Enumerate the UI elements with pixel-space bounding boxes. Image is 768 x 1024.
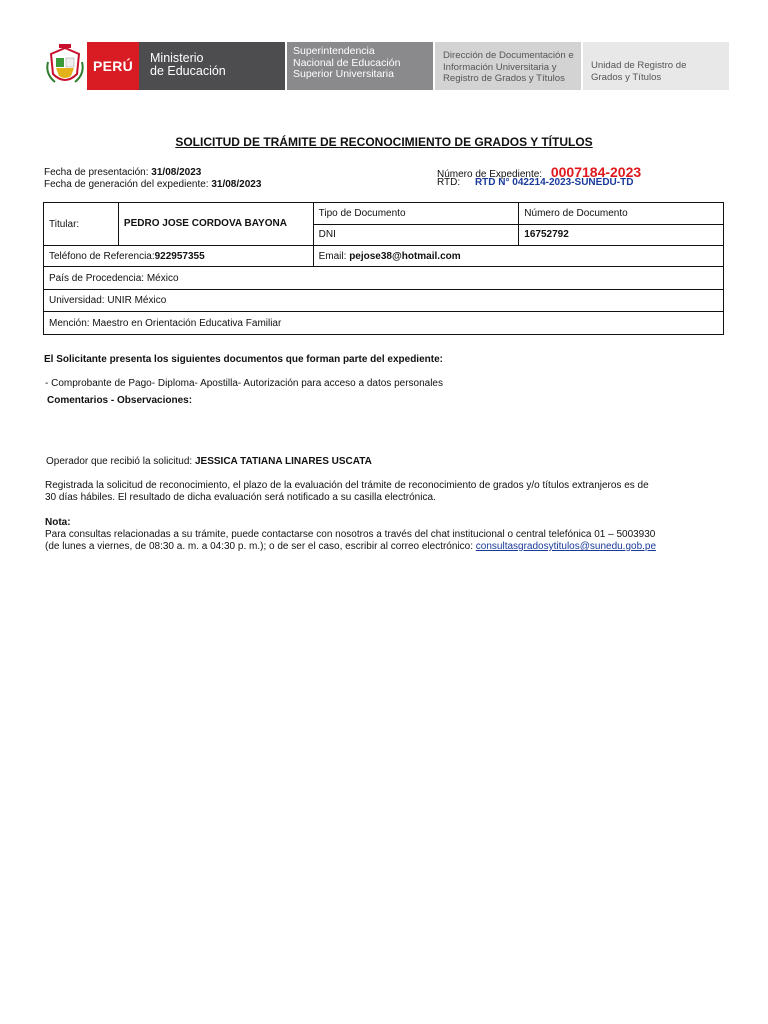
unidad-line-2: Grados y Títulos <box>591 71 662 83</box>
registrada-line-2: 30 días hábiles. El resultado de dicha evaluación será notificado a su casilla electrónica. <box>45 492 436 503</box>
fecha-generacion-label: Fecha de generación del expediente: <box>44 179 212 190</box>
numero-documento-label-cell: Número de Documento <box>519 203 724 225</box>
documentos-heading: El Solicitante presenta los siguientes documentos que forman parte del expediente: <box>44 354 443 365</box>
telefono-cell <box>44 246 314 267</box>
page-title: SOLICITUD DE TRÁMITE DE RECONOCIMIENTO DE GRADOS Y TÍTULOS <box>175 135 593 149</box>
table-row <box>44 203 724 225</box>
expediente-number: 0007184-2023 <box>550 164 642 180</box>
titular-value-cell: PEDRO JOSE CORDOVA BAYONA <box>118 203 313 246</box>
peru-coat-of-arms-icon <box>42 42 87 90</box>
telefono-label: Teléfono de Referencia: <box>49 250 155 262</box>
documentos-list: - Comprobante de Pago- Diploma- Apostilla- Autorización para acceso a datos personales <box>45 378 443 389</box>
consultas-email-link[interactable]: consultasgradosytitulos@sunedu.gob.pe <box>475 541 657 552</box>
minedu-line-2: de Educación <box>150 64 226 78</box>
operador-label: Operador que recibió la solicitud: <box>46 456 195 467</box>
direccion-line-1: Dirección de Documentación e <box>443 50 574 61</box>
minedu-line-1: Ministerio <box>150 51 204 65</box>
fecha-presentacion-row <box>44 167 201 178</box>
nota-line-2: (de lunes a viernes, de 08:30 a. m. a 04:30 p. m.); o de ser el caso, escribir al correo electrónico: <box>45 541 476 552</box>
fecha-generacion-value: 31/08/2023 <box>211 179 262 190</box>
mencion-cell: Mención: Maestro en Orientación Educativa Familiar <box>44 312 724 335</box>
ministerio-educacion-block <box>139 42 285 90</box>
fecha-presentacion-label: Fecha de presentación: <box>44 167 152 178</box>
sunedu-block <box>287 42 433 90</box>
applicant-info-table <box>43 202 724 335</box>
unidad-block <box>583 42 729 90</box>
email-value: pejose38@hotmail.com <box>349 250 461 262</box>
table-row <box>44 267 724 290</box>
tipo-documento-label-cell: Tipo de Documento <box>313 203 519 225</box>
email-label: Email: <box>318 250 350 262</box>
table-row <box>44 290 724 312</box>
operador-row <box>46 456 372 467</box>
sunedu-line-3: Superior Universitaria <box>293 68 394 80</box>
peru-brand-block: PERÚ <box>87 42 139 90</box>
direccion-block <box>435 42 581 90</box>
header-banner <box>42 42 733 90</box>
numero-documento-value-cell: 16752792 <box>519 224 724 246</box>
nota-line-2-wrapper <box>45 541 695 553</box>
unidad-line-1: Unidad de Registro de <box>591 60 687 71</box>
rtd-value: RTD N° 042214-2023-SUNEDU-TD <box>474 177 634 188</box>
registrada-paragraph <box>45 480 695 504</box>
operador-value: JESSICA TATIANA LINARES USCATA <box>194 456 372 467</box>
fecha-generacion-row <box>44 179 261 190</box>
universidad-cell: Universidad: UNIR México <box>44 290 724 312</box>
fecha-presentacion-value: 31/08/2023 <box>151 167 202 178</box>
tipo-documento-value-cell: DNI <box>313 224 519 246</box>
telefono-value: 922957355 <box>154 250 205 262</box>
comentarios-heading: Comentarios - Observaciones: <box>47 395 193 406</box>
direccion-line-3: Registro de Grados y Títulos <box>443 73 565 84</box>
email-cell <box>313 246 723 267</box>
sunedu-line-2: Nacional de Educación <box>293 56 401 69</box>
titular-label-cell: Titular: <box>44 203 119 246</box>
pais-cell: País de Procedencia: México <box>44 267 724 290</box>
table-row <box>44 246 724 267</box>
rtd-label: RTD: <box>437 177 461 188</box>
direccion-line-2: Información Universitaria y <box>443 61 557 73</box>
nota-heading: Nota: <box>45 517 71 528</box>
table-row <box>44 312 724 335</box>
sunedu-line-1: Superintendencia <box>293 45 375 57</box>
registrada-line-1: Registrada la solicitud de reconocimiento, el plazo de la evaluación del trámite de reconocimiento de grados y/o títulos extranjeros es de <box>45 480 649 491</box>
nota-line-1: Para consultas relacionadas a su trámite, puede contactarse con nosotros a través del chat institucional o central telefónica 01 – 5003930 <box>45 529 656 540</box>
nota-section <box>45 517 695 553</box>
rtd-row <box>437 177 633 188</box>
expediente-label: Número de Expediente: <box>437 169 543 180</box>
